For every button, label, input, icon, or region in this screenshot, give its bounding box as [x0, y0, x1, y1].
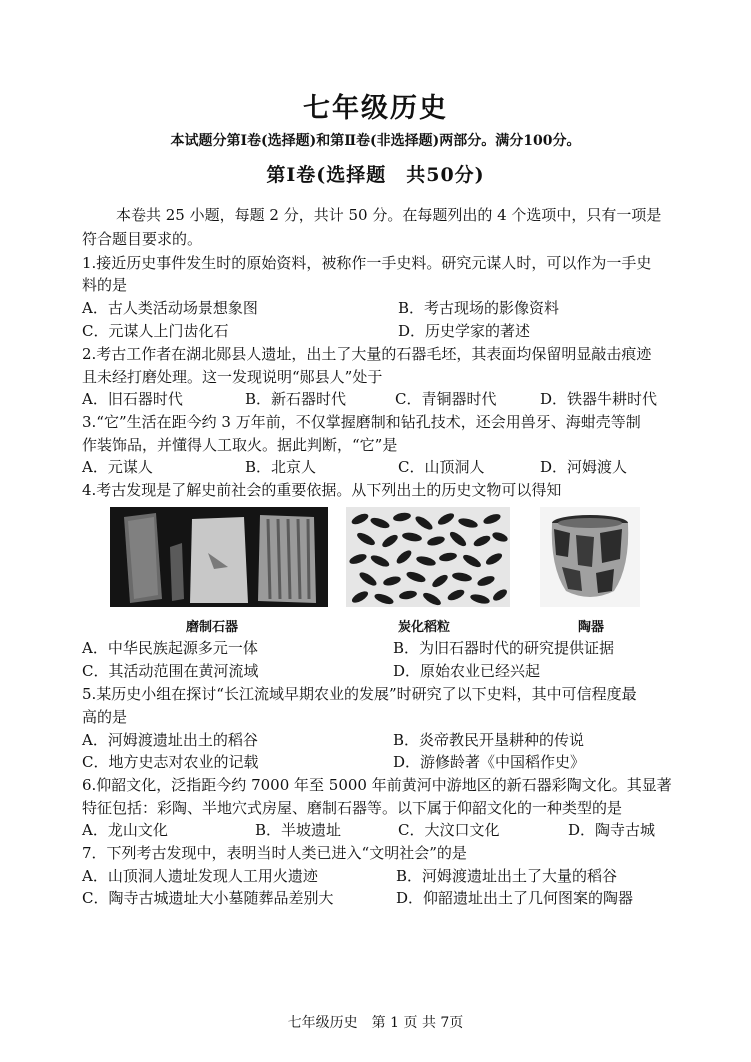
q3-option-c: C．山顶洞人 — [398, 458, 485, 476]
q3-option-d: D．河姆渡人 — [540, 458, 628, 476]
q1-option-b: B．考古现场的影像资料 — [398, 299, 560, 317]
q4-option-c: C．其活动范围在黄河流域 — [82, 662, 259, 680]
q1-option-c: C．元谋人上门齿化石 — [82, 322, 229, 340]
q7-option-a: A．山顶洞人遗址发现人工用火遗迹 — [82, 867, 318, 885]
q4-option-a: A．中华民族起源多元一体 — [82, 639, 258, 657]
intro-line-2: 符合题目要求的。 — [82, 230, 203, 248]
rice-grains-illustration — [346, 507, 510, 607]
caption-pottery: 陶器 — [578, 620, 605, 635]
q6-option-c: C．大汶口文化 — [398, 821, 500, 839]
q5-option-c: C．地方史志对农业的记载 — [82, 753, 259, 771]
q2-option-b: B．新石器时代 — [245, 390, 347, 408]
pottery-illustration — [540, 507, 640, 607]
polished-stone-tools-image — [110, 507, 328, 607]
page-footer: 七年级历史 第 1 页 共 7页 — [287, 1015, 464, 1031]
question-2-stem-cont: 且未经打磨处理。这一发现说明“郧县人”处于 — [82, 368, 383, 386]
question-1-stem: 1.接近历史事件发生时的原始资料，被称作一手史料。研究元谋人时，可以作为一手史 — [82, 254, 652, 272]
q5-option-d: D．游修龄著《中国稻作史》 — [393, 753, 586, 771]
exam-subtitle: 本试题分第Ⅰ卷(选择题)和第Ⅱ卷(非选择题)两部分。满分100分。 — [170, 133, 581, 149]
question-7-stem: 7．下列考古发现中，表明当时人类已进入“文明社会”的是 — [82, 844, 467, 862]
q3-option-a: A．元谋人 — [82, 458, 153, 476]
question-1-stem-cont: 料的是 — [82, 276, 128, 294]
q2-option-c: C．青铜器时代 — [395, 390, 497, 408]
q7-option-b: B．河姆渡遗址出土了大量的稻谷 — [396, 867, 618, 885]
page-title: 七年级历史 — [303, 93, 448, 124]
q1-option-d: D．历史学家的著述 — [398, 322, 531, 340]
q4-option-b: B．为旧石器时代的研究提供证据 — [393, 639, 615, 657]
pottery-image — [540, 507, 640, 607]
q7-option-d: D．仰韶遗址出土了几何图案的陶器 — [396, 889, 634, 907]
question-6-stem-cont: 特征包括：彩陶、半地穴式房屋、磨制石器等。以下属于仰韶文化的一种类型的是 — [82, 799, 623, 817]
caption-rice: 炭化稻粒 — [398, 620, 451, 635]
q5-option-a: A．河姆渡遗址出土的稻谷 — [82, 731, 258, 749]
q7-option-c: C．陶寺古城遗址大小墓随葬品差别大 — [82, 889, 334, 907]
q2-option-d: D．铁器牛耕时代 — [540, 390, 658, 408]
section-heading: 第Ⅰ卷(选择题 共50分) — [266, 164, 485, 186]
question-6-stem: 6.仰韶文化，泛指距今约 7000 年至 5000 年前黄河中游地区的新石器彩陶文化。其显著 — [82, 776, 672, 794]
question-2-stem: 2.考古工作者在湖北郧县人遗址，出土了大量的石器毛坯，其表面均保留明显敲击痕迹 — [82, 345, 652, 363]
question-5-stem: 5.某历史小组在探讨“长江流域早期农业的发展”时研究了以下史料，其中可信程度最 — [82, 685, 637, 703]
carbonized-rice-image — [346, 507, 510, 607]
question-4-stem: 4.考古发现是了解史前社会的重要依据。从下列出土的历史文物可以得知 — [82, 481, 562, 499]
q6-option-d: D．陶寺古城 — [568, 821, 656, 839]
question-5-stem-cont: 高的是 — [82, 708, 128, 726]
q1-option-a: A．古人类活动场景想象图 — [82, 299, 258, 317]
caption-stone-tools: 磨制石器 — [186, 620, 239, 635]
q5-option-b: B．炎帝教民开垦耕种的传说 — [393, 731, 585, 749]
question-3-stem: 3.“它”生活在距今约 3 万年前，不仅掌握磨制和钻孔技术，还会用兽牙、海蚶壳等制 — [82, 413, 641, 431]
q3-option-b: B．北京人 — [245, 458, 317, 476]
question-3-stem-cont: 作装饰品，并懂得人工取火。据此判断，“它”是 — [82, 436, 398, 454]
stone-tools-illustration — [110, 507, 328, 607]
q6-option-b: B．半坡遗址 — [255, 821, 342, 839]
q6-option-a: A．龙山文化 — [82, 821, 168, 839]
q4-option-d: D．原始农业已经兴起 — [393, 662, 541, 680]
intro-line-1: 本卷共 25 小题，每题 2 分，共计 50 分。在每题列出的 4 个选项中，只有一项是 — [116, 206, 662, 224]
q2-option-a: A．旧石器时代 — [82, 390, 183, 408]
